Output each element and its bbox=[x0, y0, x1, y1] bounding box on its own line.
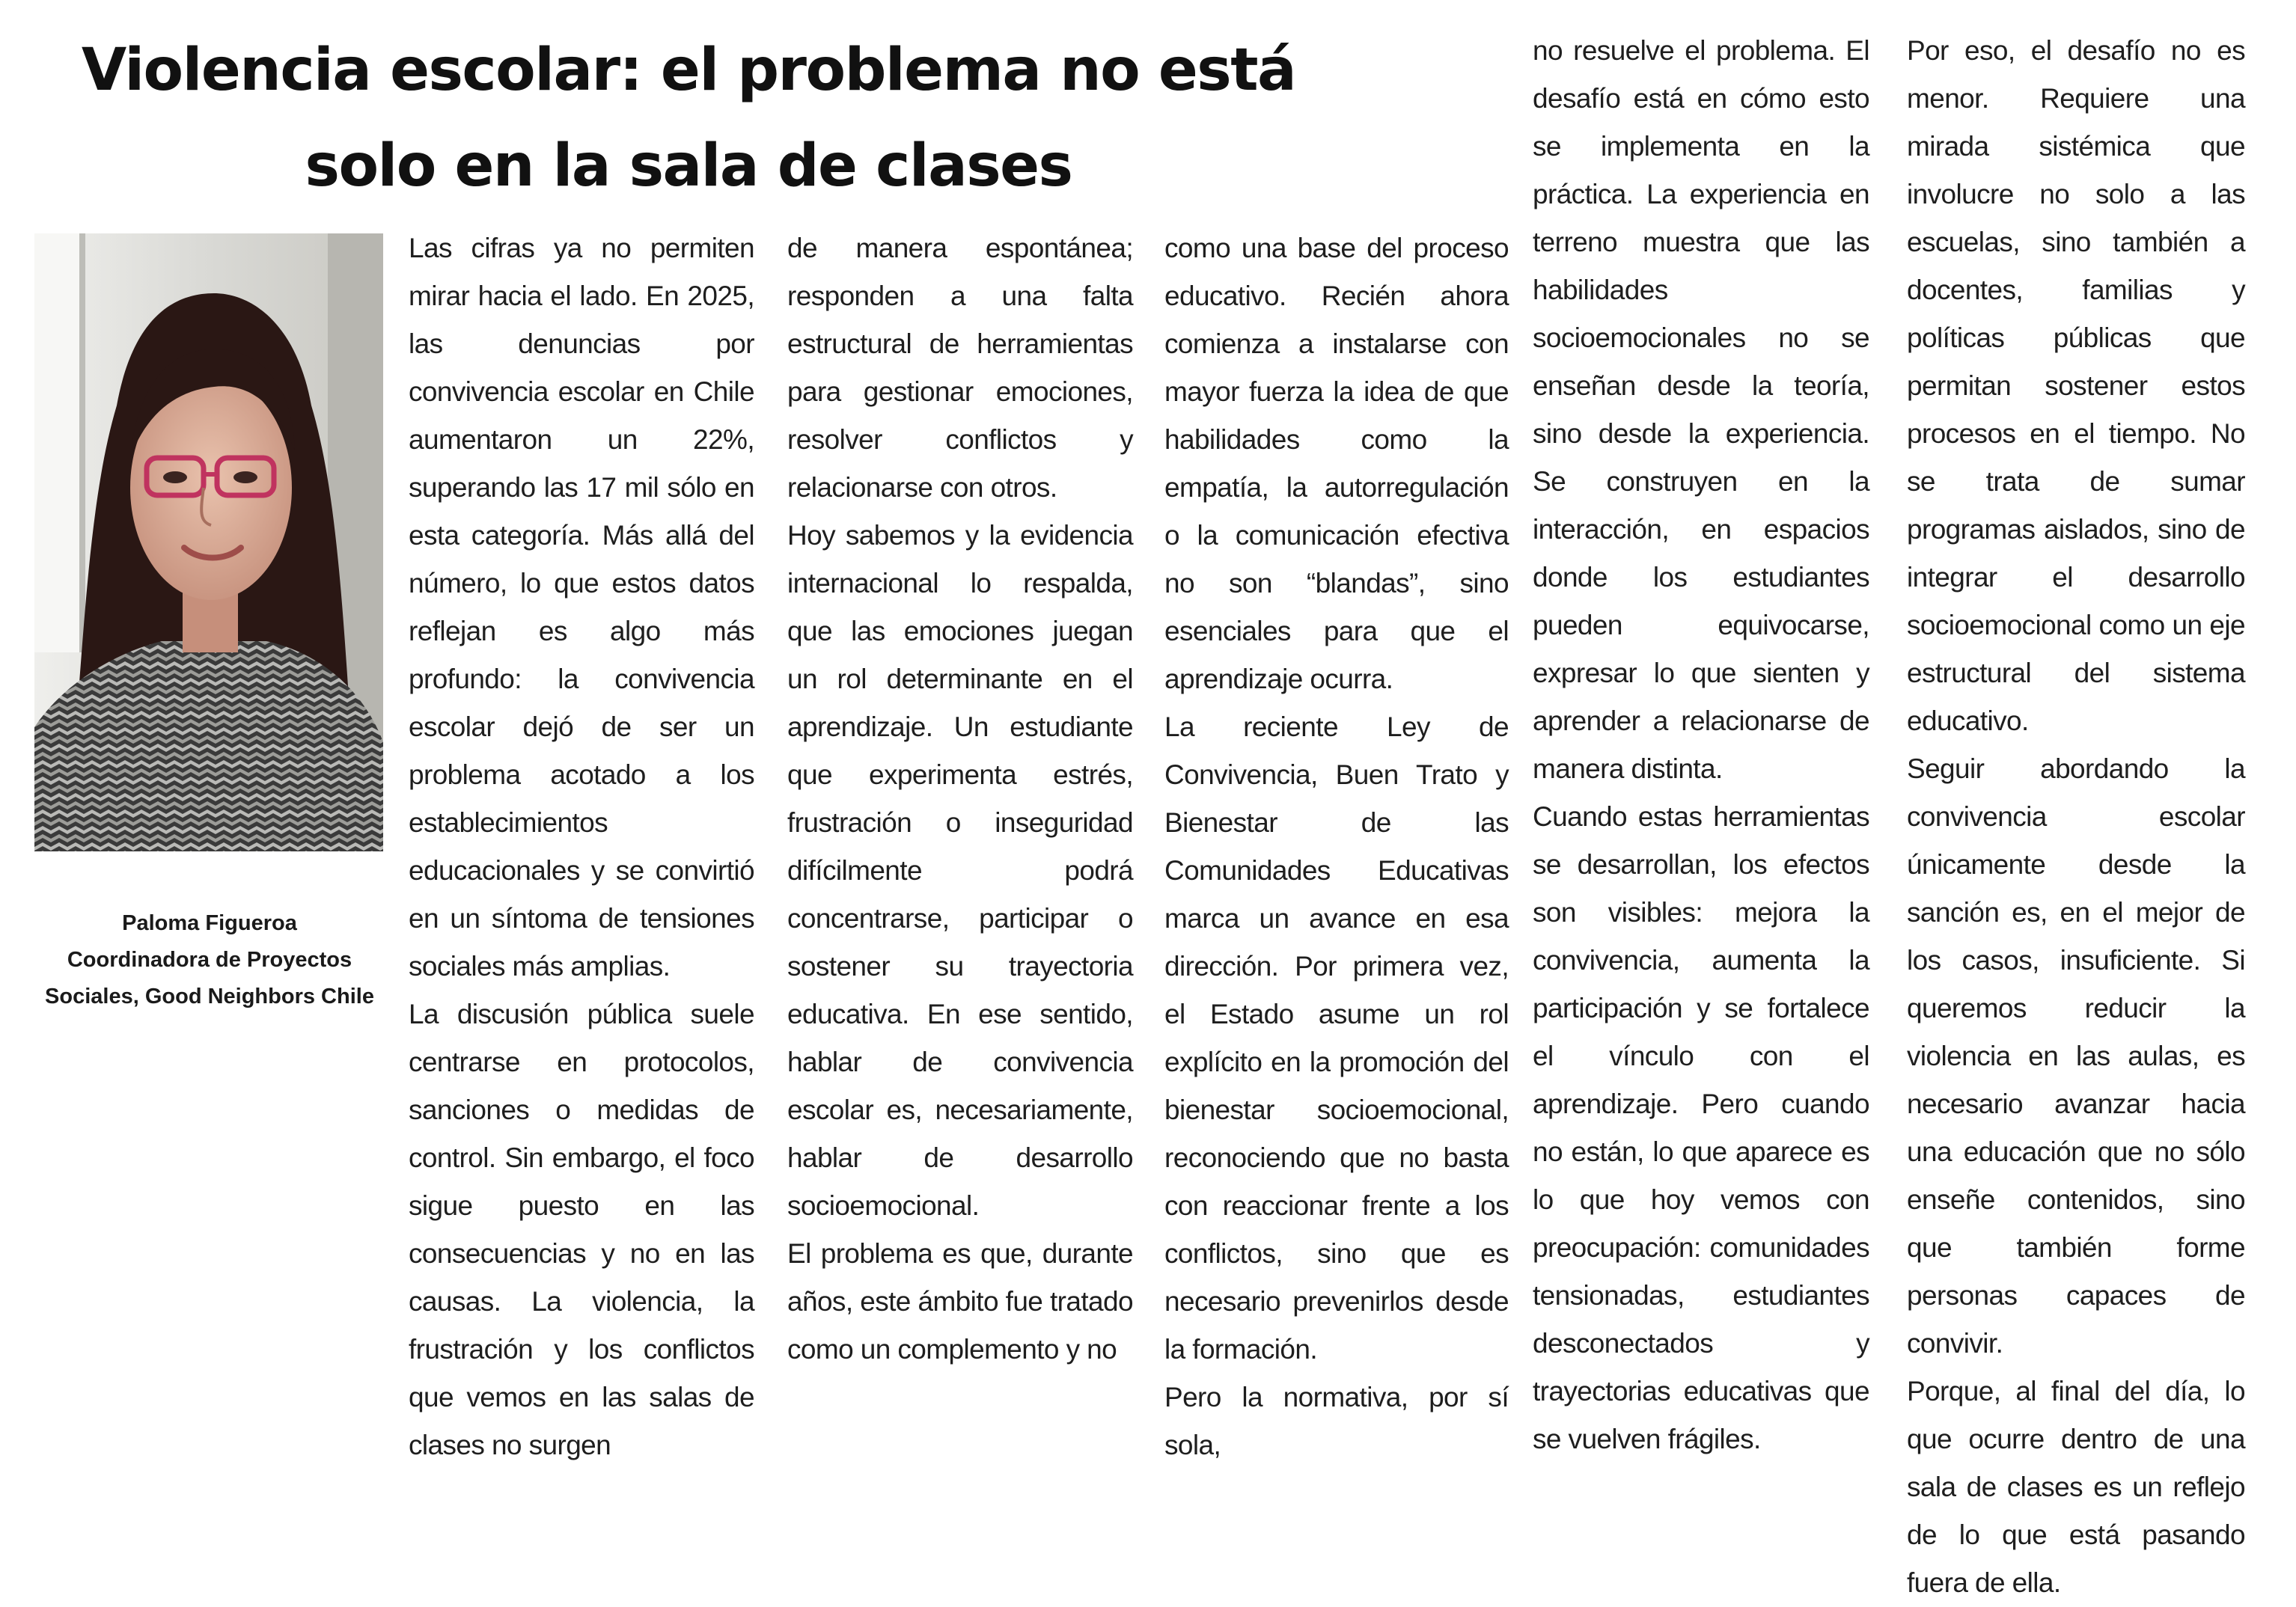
body-paragraph-9: Seguir abordando la convivencia escolar únicamente desde la sanción es, en el mejor de los casos, insuficiente. Si queremos reducir la violencia en las aulas, es necesario avanzar hacia una educación que no sólo enseñe contenidos, sino que también forme personas capaces de convivir. bbox=[1907, 753, 2245, 1359]
body-paragraph-4-start: El problema es que, durante años, este ámbito fue tratado como un complemento y no bbox=[787, 1238, 1133, 1365]
author-byline bbox=[22, 905, 397, 1015]
body-column-4 bbox=[1533, 27, 1869, 1463]
author-role-line-1: Coordinadora de Proyectos bbox=[67, 948, 352, 972]
body-column-3 bbox=[1164, 224, 1509, 1469]
body-paragraph-1: Las cifras ya no permiten mirar hacia el lado. En 2025, las denuncias por convivencia escolar en Chile aumentaron un 22%, superando las 17 mil sólo en esta categoría. Más allá del número, lo que estos datos reflejan es algo más profundo: la convivencia escolar dejó de ser un problema acotado a los establecimientos educacionales y se convirtió en un síntoma de tensiones sociales más amplias. bbox=[409, 233, 754, 982]
body-paragraph-2-end: de manera espontánea; responden a una falta estructural de herramientas para gestionar emociones, resolver conflictos y relacionarse con otros. bbox=[787, 233, 1133, 503]
body-paragraph-7: Cuando estas herramientas se desarrollan, los efectos son visibles: mejora la convivencia, aumenta la participación y se fortalece el vínculo con el aprendizaje. Pero cuando no están, lo que aparece es lo que hoy vemos con preocupación: comunidades tensionadas, estudiantes desconectados y trayectorias educativas que se vuelven frágiles. bbox=[1533, 801, 1869, 1454]
headline-line-1: Violencia escolar: el problema no está bbox=[81, 37, 1296, 104]
author-role-line-2: Sociales, Good Neighbors Chile bbox=[45, 985, 374, 1008]
body-paragraph-2-start: La discusión pública suele centrarse en protocolos, sanciones o medidas de control. Sin embargo, el foco sigue puesto en las consecuencias y no en las causas. La violencia, la frustración y los conflictos que vemos en las salas de clases no surgen bbox=[409, 999, 754, 1460]
body-paragraph-10: Porque, al final del día, lo que ocurre dentro de una sala de clases es un reflejo de lo que está pasando fuera de ella. bbox=[1907, 1376, 2245, 1598]
body-paragraph-3: Hoy sabemos y la evidencia internacional lo respalda, que las emociones juegan un rol determinante en el aprendizaje. Un estudiante que experimenta estrés, frustración o inseguridad difícilmente podrá concentrarse, participar o sostener su trayectoria educativa. En ese sentido, hablar de convivencia escolar es, necesariamente, hablar de desarrollo socioemocional. bbox=[787, 520, 1133, 1221]
body-column-2 bbox=[787, 224, 1133, 1374]
headline-line-2: solo en la sala de clases bbox=[305, 132, 1072, 200]
body-paragraph-8: Por eso, el desafío no es menor. Requiere una mirada sistémica que involucre no solo a las escuelas, sino también a docentes, familias y políticas públicas que permitan sostener estos procesos en el tiempo. No se trata de sumar programas aislados, sino de integrar el desarrollo socioemocional como un eje estructural del sistema educativo. bbox=[1907, 35, 2245, 736]
author-name: Paloma Figueroa bbox=[122, 911, 297, 935]
body-paragraph-4-end: como una base del proceso educativo. Recién ahora comienza a instalarse con mayor fuerza la idea de que habilidades como la empatía, la autorregulación o la comunicación efectiva no son “blandas”, sino esenciales para que el aprendizaje ocurra. bbox=[1164, 233, 1509, 694]
headline bbox=[30, 22, 1347, 214]
body-paragraph-6-end: no resuelve el problema. El desafío está en cómo esto se implementa en la práctica. La experiencia en terreno muestra que las habilidades socioemocionales no se enseñan desde la teoría, sino desde la experiencia. Se construyen en la interacción, en espacios donde los estudiantes pueden equivocarse, expresar lo que sienten y aprender a relacionarse de manera distinta. bbox=[1533, 35, 1869, 784]
body-column-5 bbox=[1907, 27, 2245, 1607]
body-column-1 bbox=[409, 224, 754, 1469]
body-paragraph-6-start: Pero la normativa, por sí sola, bbox=[1164, 1382, 1509, 1460]
author-photo bbox=[34, 233, 383, 851]
body-paragraph-5: La reciente Ley de Convivencia, Buen Trato y Bienestar de las Comunidades Educativas marca un avance en esa dirección. Por primera vez, el Estado asume un rol explícito en la promoción del bienestar socioemocional, reconociendo que no basta con reaccionar frente a los conflictos, sino que es necesario prevenirlos desde la formación. bbox=[1164, 711, 1509, 1365]
